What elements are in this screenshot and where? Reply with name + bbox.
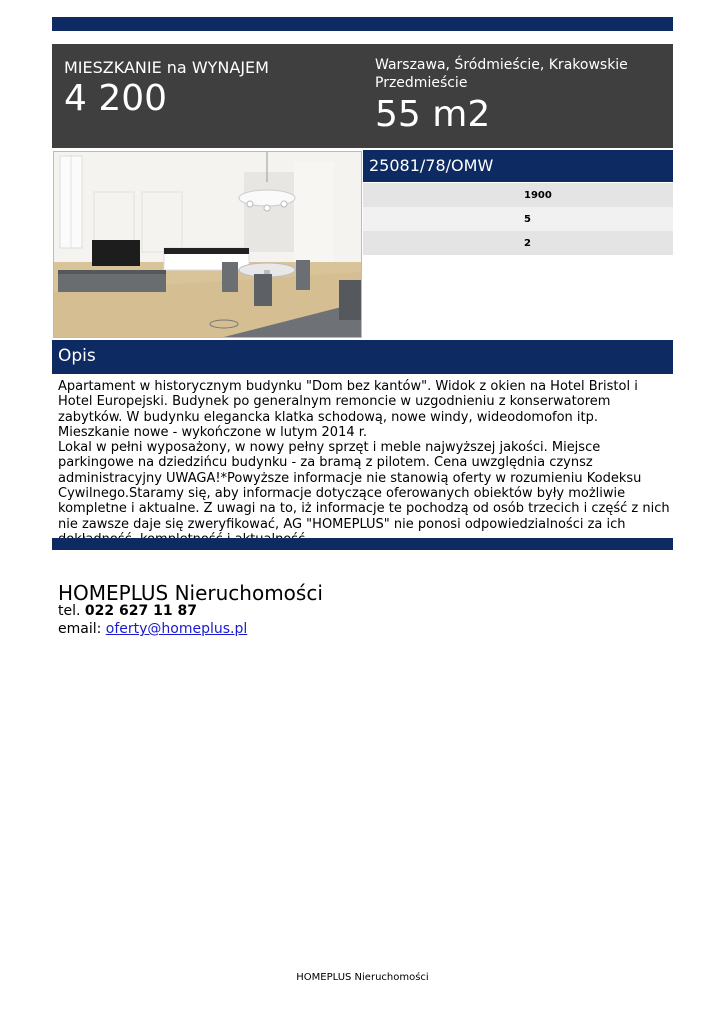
- detail-row: [363, 183, 673, 207]
- description-title: Opis: [52, 340, 673, 374]
- detail-value: 5: [524, 214, 531, 225]
- detail-row: [363, 231, 673, 255]
- location: Warszawa, Śródmieście, Krakowskie Przedmieście: [375, 57, 628, 91]
- email-line: [58, 621, 247, 637]
- phone-number: 022 627 11 87: [84, 603, 197, 619]
- email-label: email:: [58, 621, 102, 637]
- company-name: HOMEPLUS Nieruchomości: [58, 581, 323, 605]
- top-accent-bar: [52, 17, 673, 31]
- detail-value: 1900: [524, 190, 552, 201]
- offer-header: [52, 44, 673, 148]
- phone-label: tel.: [58, 603, 81, 619]
- detail-row: [363, 207, 673, 231]
- email-link[interactable]: oferty@homeplus.pl: [105, 621, 248, 637]
- offer-type: MIESZKANIE na WYNAJEM: [64, 58, 269, 77]
- bottom-accent-bar: [52, 538, 673, 550]
- interior-photo-image: [54, 152, 361, 337]
- description-text: Apartament w historycznym budynku "Dom bez kantów". Widok z okien na Hotel Bristol i Hotel Europejski. Budynek po generalnym remoncie w uzgodnieniu z konserwatorem zabytków. W budynku elegancka klatka schodową, nowe windy, wideodomofon itp. Mieszkanie nowe - wykończone w lutym 2014 r. Lokal w pełni wyposażony, w nowy pełny sprzęt i meble najwyższej jakości. Miejsce parkingowe na dziedzińcu budynku - za bramą z pilotem. Cena uwzględnia czynsz administracyjny UWAGA!*Powyższe informacje nie stanowią oferty w rozumieniu Kodeksu Cywilnego.Staramy się, aby informacje dotyczące oferowanych obiektów były możliwie kompletne i aktualne. Z uwagi na to, iż informacje te pochodzą od osób trzecich i część z nich nie zawsze daje się zweryfikować, AG "HOMEPLUS" nie ponosi odpowiedzialności za ich: [58, 379, 670, 532]
- detail-value: 2: [524, 238, 531, 249]
- phone-line: [58, 603, 197, 619]
- price: 4 200: [64, 78, 168, 119]
- page-footer: HOMEPLUS Nieruchomości: [296, 972, 429, 983]
- reference-number: 25081/78/OMW: [363, 150, 673, 182]
- area: 55 m2: [375, 94, 491, 135]
- property-photo: [53, 151, 362, 338]
